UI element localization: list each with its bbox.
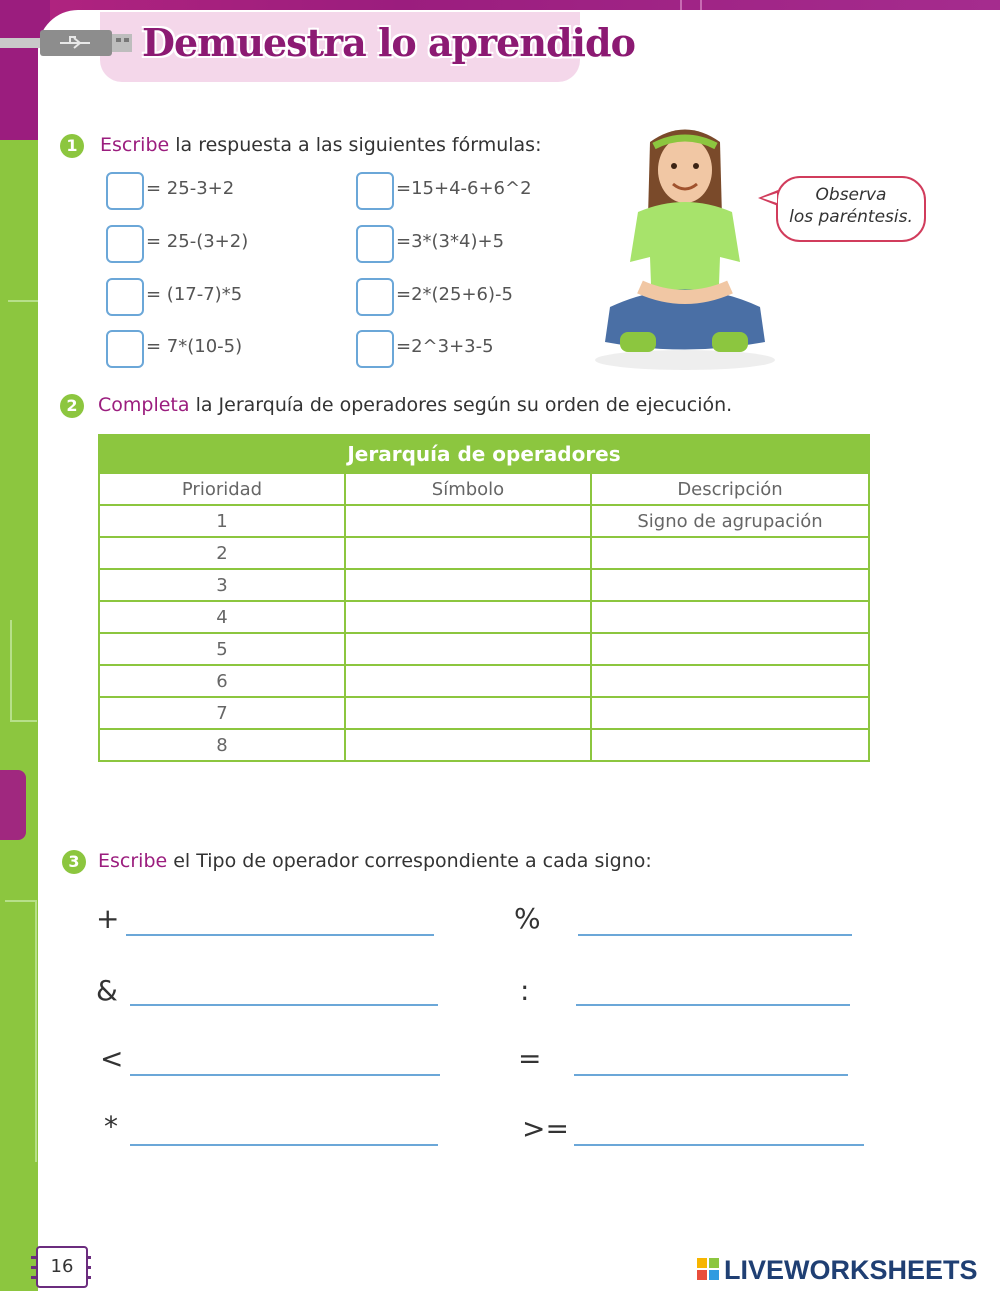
answer-box-5[interactable]: [356, 172, 394, 210]
sign-ampersand: &: [96, 974, 118, 1007]
answer-box-8[interactable]: [356, 330, 394, 368]
question-1-prompt: la respuesta a las siguientes fórmulas:: [169, 134, 542, 156]
speech-bubble-tail-inner: [762, 193, 777, 203]
description-cell[interactable]: [591, 601, 869, 633]
sign-equals: =: [518, 1042, 542, 1075]
formula-2: = 25-(3+2): [146, 231, 249, 252]
sign-plus: +: [96, 902, 120, 935]
answer-box-7[interactable]: [356, 278, 394, 316]
question-3-prompt: el Tipo de operador correspondiente a cada signo:: [167, 850, 652, 872]
table-header-row: [99, 473, 869, 505]
description-cell[interactable]: [591, 697, 869, 729]
page-number: 16: [36, 1246, 88, 1288]
description-cell[interactable]: [591, 537, 869, 569]
usb-icon: [0, 28, 135, 58]
answer-box-6[interactable]: [356, 225, 394, 263]
table-row: [99, 569, 869, 601]
question-2-text: [98, 394, 732, 416]
answer-line-greater-equal[interactable]: [574, 1144, 864, 1146]
table-row: [99, 505, 869, 537]
formula-5: =15+4-6+6^2: [396, 178, 532, 199]
formula-6: =3*(3*4)+5: [396, 231, 505, 252]
question-1-text: [100, 134, 541, 156]
answer-line-equals[interactable]: [574, 1074, 848, 1076]
symbol-cell[interactable]: [345, 505, 591, 537]
chip-pin: [31, 1256, 36, 1259]
description-cell[interactable]: [591, 665, 869, 697]
table-row: [99, 601, 869, 633]
answer-box-3[interactable]: [106, 278, 144, 316]
answer-line-less-than[interactable]: [130, 1074, 440, 1076]
description-cell[interactable]: [591, 633, 869, 665]
table-row: [99, 537, 869, 569]
symbol-cell[interactable]: [345, 697, 591, 729]
chip-pin: [86, 1276, 91, 1279]
description-cell[interactable]: [591, 729, 869, 761]
side-chip-decoration: [0, 770, 26, 840]
chip-pin: [31, 1266, 36, 1269]
question-2-prompt: la Jerarquía de operadores según su orden de ejecución.: [189, 394, 733, 416]
chip-pin: [86, 1266, 91, 1269]
answer-line-plus[interactable]: [126, 934, 434, 936]
sign-colon: :: [520, 974, 530, 1007]
answer-box-2[interactable]: [106, 225, 144, 263]
formula-8: =2^3+3-5: [396, 336, 494, 357]
sign-percent: %: [514, 902, 541, 935]
formula-7: =2*(25+6)-5: [396, 284, 513, 305]
table-row: [99, 697, 869, 729]
sign-greater-equal: >=: [522, 1112, 569, 1145]
speech-bubble-text: [776, 184, 926, 228]
chip-pin: [86, 1256, 91, 1259]
question-3-text: [98, 850, 652, 872]
priority-cell: 3: [99, 569, 345, 601]
description-cell: Signo de agrupación: [591, 505, 869, 537]
circuit-line: [5, 900, 37, 1162]
symbol-cell[interactable]: [345, 537, 591, 569]
question-3-verb: Escribe: [98, 850, 168, 872]
liveworksheets-logo-icon: [697, 1258, 719, 1280]
answer-line-colon[interactable]: [576, 1004, 850, 1006]
girl-illustration: [590, 122, 780, 372]
priority-cell: 1: [99, 505, 345, 537]
circuit-line: [8, 300, 40, 502]
description-cell[interactable]: [591, 569, 869, 601]
question-1-verb: Escribe: [100, 134, 170, 156]
chip-pin: [31, 1276, 36, 1279]
bubble-line-1: Observa: [815, 185, 887, 205]
sign-less-than: <: [100, 1042, 124, 1075]
question-number-1: 1: [60, 134, 84, 158]
priority-cell: 2: [99, 537, 345, 569]
answer-box-1[interactable]: [106, 172, 144, 210]
answer-line-asterisk[interactable]: [130, 1144, 438, 1146]
table-caption: Jerarquía de operadores: [99, 435, 869, 473]
formula-1: = 25-3+2: [146, 178, 235, 199]
symbol-cell[interactable]: [345, 569, 591, 601]
hierarchy-table: [98, 434, 870, 762]
priority-cell: 6: [99, 665, 345, 697]
table-row: [99, 633, 869, 665]
priority-cell: 4: [99, 601, 345, 633]
header-description: Descripción: [591, 473, 869, 505]
brand-name: LIVEWORKSHEETS: [724, 1255, 978, 1285]
priority-cell: 8: [99, 729, 345, 761]
priority-cell: 7: [99, 697, 345, 729]
sign-asterisk: *: [104, 1110, 118, 1143]
bubble-line-2: los paréntesis.: [789, 207, 913, 227]
symbol-cell[interactable]: [345, 601, 591, 633]
answer-line-percent[interactable]: [578, 934, 852, 936]
table-row: [99, 729, 869, 761]
symbol-cell[interactable]: [345, 633, 591, 665]
answer-line-ampersand[interactable]: [130, 1004, 438, 1006]
question-number-2: 2: [60, 394, 84, 418]
circuit-line: [10, 620, 37, 722]
symbol-cell[interactable]: [345, 729, 591, 761]
table-row: [99, 665, 869, 697]
page-title: Demuestra lo aprendido: [142, 20, 635, 65]
header-priority: Prioridad: [99, 473, 345, 505]
header-symbol: Símbolo: [345, 473, 591, 505]
formula-3: = (17-7)*5: [146, 284, 243, 305]
formula-4: = 7*(10-5): [146, 336, 243, 357]
answer-box-4[interactable]: [106, 330, 144, 368]
question-2-verb: Completa: [98, 394, 190, 416]
symbol-cell[interactable]: [345, 665, 591, 697]
priority-cell: 5: [99, 633, 345, 665]
question-number-3: 3: [62, 850, 86, 874]
